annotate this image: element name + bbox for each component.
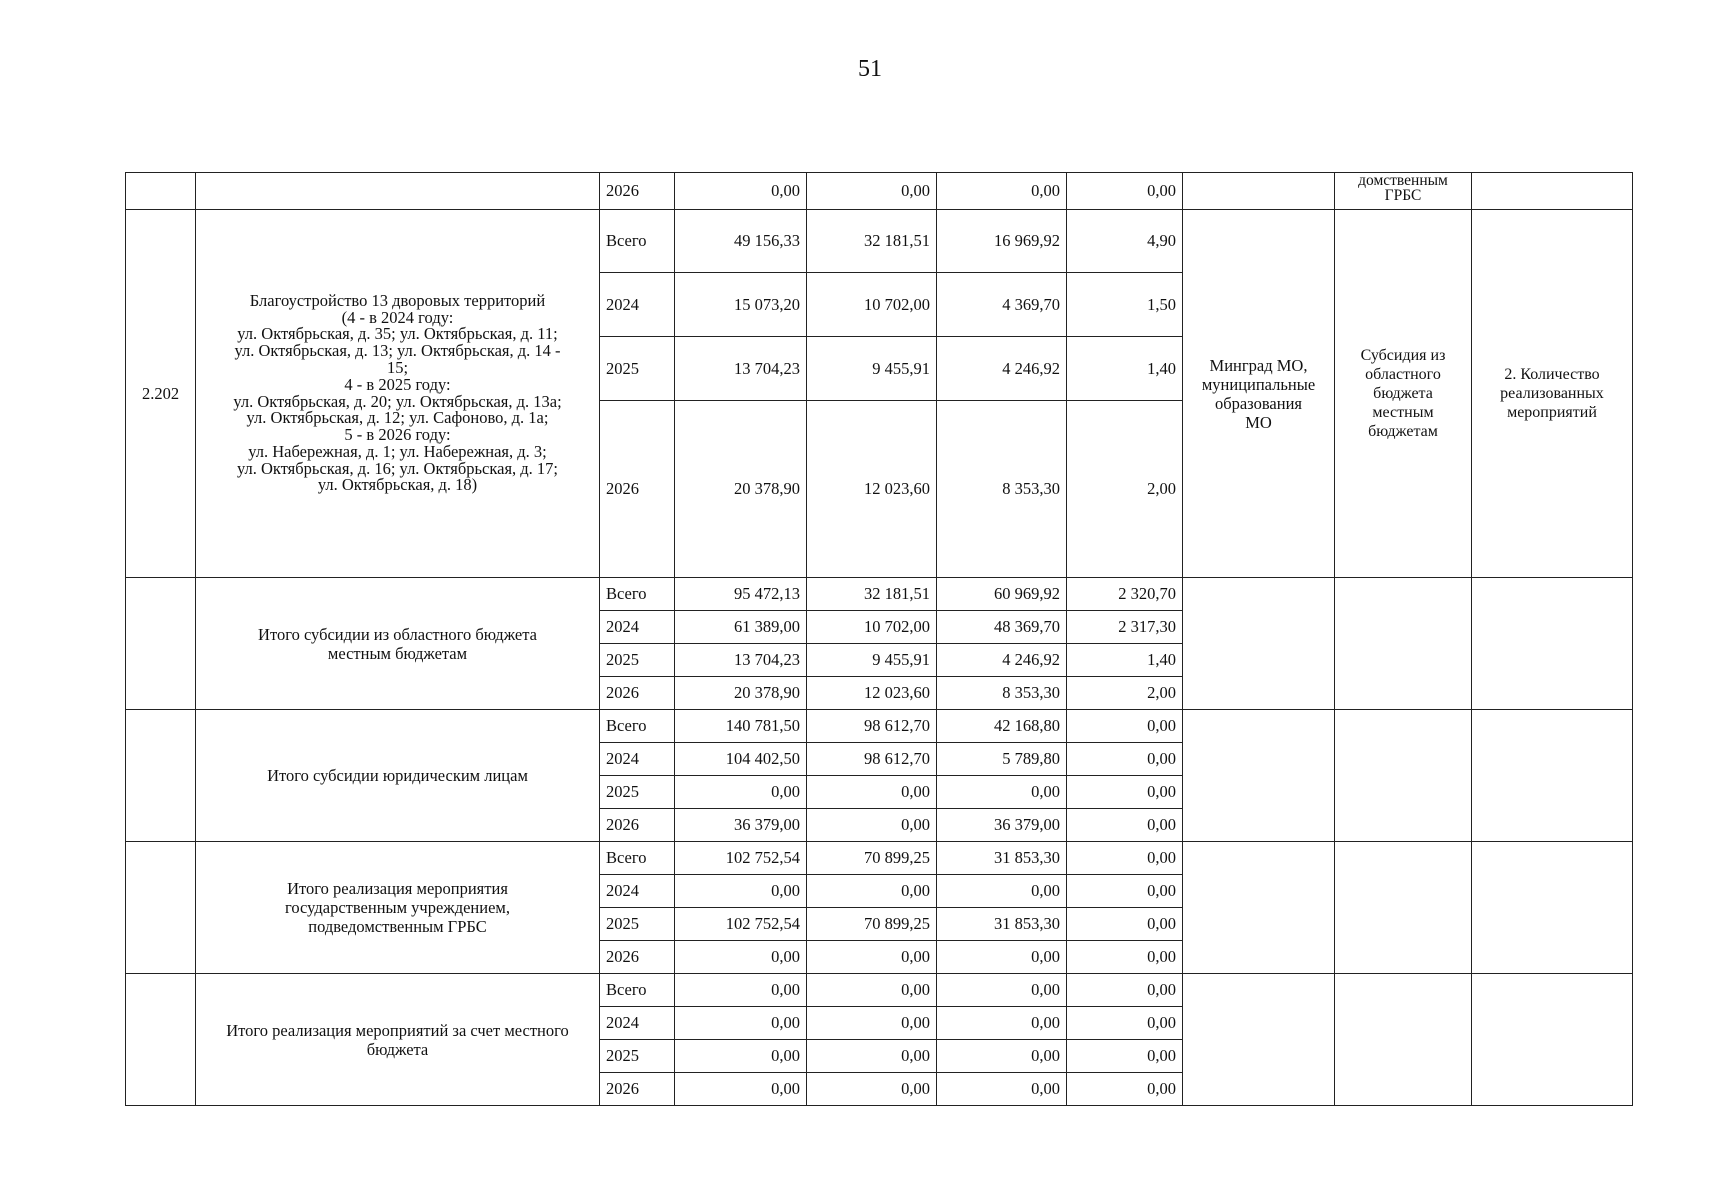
year-cell: 2024 xyxy=(600,1007,675,1040)
subsidy-type-cell xyxy=(1335,842,1472,974)
regional-value: 5 789,80 xyxy=(937,743,1067,776)
local-value: 4,90 xyxy=(1067,210,1183,273)
total-title-cell xyxy=(196,578,600,710)
local-value: 2 317,30 xyxy=(1067,611,1183,644)
local-value: 0,00 xyxy=(1067,875,1183,908)
budget-table xyxy=(125,172,1633,1106)
total-title: Итого реализация мероприятий за счет местного бюджета xyxy=(226,1020,569,1059)
federal-value: 0,00 xyxy=(807,875,937,908)
federal-value: 0,00 xyxy=(807,809,937,842)
total-value: 102 752,54 xyxy=(675,842,807,875)
federal-value: 0,00 xyxy=(807,1007,937,1040)
item-title-cell xyxy=(196,210,600,578)
total-value: 0,00 xyxy=(675,1073,807,1106)
year-cell: 2026 xyxy=(600,941,675,974)
year-cell: Всего xyxy=(600,710,675,743)
grbs-cell: домственным ГРБС xyxy=(1335,173,1472,210)
regional-value: 0,00 xyxy=(937,941,1067,974)
federal-value: 10 702,00 xyxy=(807,611,937,644)
regional-value: 42 168,80 xyxy=(937,710,1067,743)
result-cell xyxy=(1472,578,1633,710)
regional-value: 0,00 xyxy=(937,974,1067,1007)
regional-value: 36 379,00 xyxy=(937,809,1067,842)
result-cell: 2. Количество реализованных мероприятий xyxy=(1472,210,1633,578)
regional-value: 48 369,70 xyxy=(937,611,1067,644)
total-value: 0,00 xyxy=(675,974,807,1007)
executor-cell xyxy=(1183,578,1335,710)
regional-value: 0,00 xyxy=(937,776,1067,809)
regional-value: 8 353,30 xyxy=(937,677,1067,710)
local-value: 0,00 xyxy=(1067,974,1183,1007)
year-cell: 2024 xyxy=(600,273,675,337)
federal-value: 12 023,60 xyxy=(807,401,937,578)
federal-value: 32 181,51 xyxy=(807,578,937,611)
total-value: 13 704,23 xyxy=(675,337,807,401)
year-cell: 2024 xyxy=(600,875,675,908)
total-value: 61 389,00 xyxy=(675,611,807,644)
total-value: 13 704,23 xyxy=(675,644,807,677)
total-value: 49 156,33 xyxy=(675,210,807,273)
local-value: 0,00 xyxy=(1067,1007,1183,1040)
local-value: 0,00 xyxy=(1067,743,1183,776)
total-value: 0,00 xyxy=(675,875,807,908)
local-value: 1,40 xyxy=(1067,337,1183,401)
local-value: 0,00 xyxy=(1067,173,1183,210)
item-row xyxy=(126,210,1633,273)
total-value: 20 378,90 xyxy=(675,401,807,578)
executor-cell xyxy=(1183,173,1335,210)
executor-cell xyxy=(1183,710,1335,842)
regional-value: 0,00 xyxy=(937,1007,1067,1040)
continuation-row xyxy=(126,173,1633,210)
federal-value: 70 899,25 xyxy=(807,842,937,875)
local-value: 0,00 xyxy=(1067,1040,1183,1073)
local-value: 2,00 xyxy=(1067,677,1183,710)
executor-cell xyxy=(1183,974,1335,1106)
year-cell: 2026 xyxy=(600,809,675,842)
federal-value: 0,00 xyxy=(807,173,937,210)
total-row xyxy=(126,842,1633,875)
total-title-cell xyxy=(196,710,600,842)
local-value: 0,00 xyxy=(1067,842,1183,875)
executor-cell: Минград МО, муниципальные образования МО xyxy=(1183,210,1335,578)
local-value: 0,00 xyxy=(1067,1073,1183,1106)
total-title: Итого субсидии юридическим лицам xyxy=(267,766,528,785)
total-title-cell xyxy=(196,842,600,974)
subsidy-type-cell xyxy=(1335,974,1472,1106)
year-cell: 2026 xyxy=(600,1073,675,1106)
year-cell: 2024 xyxy=(600,743,675,776)
federal-value: 0,00 xyxy=(807,974,937,1007)
federal-value: 10 702,00 xyxy=(807,273,937,337)
year-cell: Всего xyxy=(600,974,675,1007)
total-value: 104 402,50 xyxy=(675,743,807,776)
total-value: 15 073,20 xyxy=(675,273,807,337)
total-row xyxy=(126,710,1633,743)
federal-value: 9 455,91 xyxy=(807,337,937,401)
federal-value: 0,00 xyxy=(807,776,937,809)
total-value: 0,00 xyxy=(675,941,807,974)
regional-value: 4 369,70 xyxy=(937,273,1067,337)
local-value: 1,50 xyxy=(1067,273,1183,337)
local-value: 2,00 xyxy=(1067,401,1183,578)
total-title-cell xyxy=(196,974,600,1106)
regional-value: 4 246,92 xyxy=(937,644,1067,677)
year-cell: 2025 xyxy=(600,908,675,941)
year-cell: 2024 xyxy=(600,611,675,644)
number-cell xyxy=(126,974,196,1106)
total-value: 36 379,00 xyxy=(675,809,807,842)
regional-value: 4 246,92 xyxy=(937,337,1067,401)
executor-cell xyxy=(1183,842,1335,974)
subsidy-type-cell: Субсидия из областного бюджета местным бюджетам xyxy=(1335,210,1472,578)
year-cell: 2026 xyxy=(600,173,675,210)
local-value: 1,40 xyxy=(1067,644,1183,677)
number-cell xyxy=(126,173,196,210)
regional-value: 0,00 xyxy=(937,1040,1067,1073)
result-cell xyxy=(1472,974,1633,1106)
regional-value: 31 853,30 xyxy=(937,908,1067,941)
local-value: 0,00 xyxy=(1067,776,1183,809)
total-value: 0,00 xyxy=(675,1007,807,1040)
year-cell: 2025 xyxy=(600,776,675,809)
year-cell: 2025 xyxy=(600,337,675,401)
federal-value: 0,00 xyxy=(807,941,937,974)
total-value: 0,00 xyxy=(675,776,807,809)
regional-value: 0,00 xyxy=(937,173,1067,210)
local-value: 0,00 xyxy=(1067,941,1183,974)
result-cell xyxy=(1472,710,1633,842)
federal-value: 0,00 xyxy=(807,1040,937,1073)
total-value: 0,00 xyxy=(675,173,807,210)
federal-value: 70 899,25 xyxy=(807,908,937,941)
federal-value: 12 023,60 xyxy=(807,677,937,710)
federal-value: 98 612,70 xyxy=(807,710,937,743)
year-cell: 2025 xyxy=(600,644,675,677)
total-value: 140 781,50 xyxy=(675,710,807,743)
year-cell: 2025 xyxy=(600,1040,675,1073)
total-title: Итого реализация мероприятия государственным учреждением, подведомственным ГРБС xyxy=(285,879,510,936)
total-value: 102 752,54 xyxy=(675,908,807,941)
federal-value: 32 181,51 xyxy=(807,210,937,273)
local-value: 0,00 xyxy=(1067,710,1183,743)
item-number: 2.202 xyxy=(126,210,196,578)
result-cell xyxy=(1472,842,1633,974)
subsidy-type-cell xyxy=(1335,578,1472,710)
year-cell: 2026 xyxy=(600,401,675,578)
item-title: Благоустройство 13 дворовых территорий (4 - в 2024 году: ул. Октябрьская, д. 35; ул. Октябрьская, д. 11; ул. Октябрьская, д. 13; ул. Октябрьская, д. 14 - 15; 4 - в 2025 году: ул. Октябрьская, д. 20; ул. Октябрьская, д. 13а; ул. Октябрьская, д. 12; ул. Сафоново, д. 1а; 5 - в 2026 году: ул. Набережная, д. 1; ул. Набережная, д. 3; ул. Октябрьская, д. 16; ул. Октябрьская, д. 17; ул. Октябрьская, д. 18) xyxy=(233,290,562,495)
local-value: 0,00 xyxy=(1067,809,1183,842)
year-cell: 2026 xyxy=(600,677,675,710)
local-value: 0,00 xyxy=(1067,908,1183,941)
federal-value: 9 455,91 xyxy=(807,644,937,677)
regional-value: 31 853,30 xyxy=(937,842,1067,875)
total-row xyxy=(126,974,1633,1007)
local-value: 2 320,70 xyxy=(1067,578,1183,611)
title-cell xyxy=(196,173,600,210)
subsidy-type-cell xyxy=(1335,710,1472,842)
regional-value: 8 353,30 xyxy=(937,401,1067,578)
total-value: 0,00 xyxy=(675,1040,807,1073)
total-title: Итого субсидии из областного бюджета местным бюджетам xyxy=(258,624,537,663)
regional-value: 0,00 xyxy=(937,875,1067,908)
result-cell xyxy=(1472,173,1633,210)
year-cell: Всего xyxy=(600,210,675,273)
number-cell xyxy=(126,710,196,842)
regional-value: 0,00 xyxy=(937,1073,1067,1106)
total-value: 95 472,13 xyxy=(675,578,807,611)
year-cell: Всего xyxy=(600,842,675,875)
regional-value: 60 969,92 xyxy=(937,578,1067,611)
number-cell xyxy=(126,578,196,710)
number-cell xyxy=(126,842,196,974)
federal-value: 0,00 xyxy=(807,1073,937,1106)
year-cell: Всего xyxy=(600,578,675,611)
total-row xyxy=(126,578,1633,611)
regional-value: 16 969,92 xyxy=(937,210,1067,273)
federal-value: 98 612,70 xyxy=(807,743,937,776)
total-value: 20 378,90 xyxy=(675,677,807,710)
page-number: 51 xyxy=(858,56,882,82)
